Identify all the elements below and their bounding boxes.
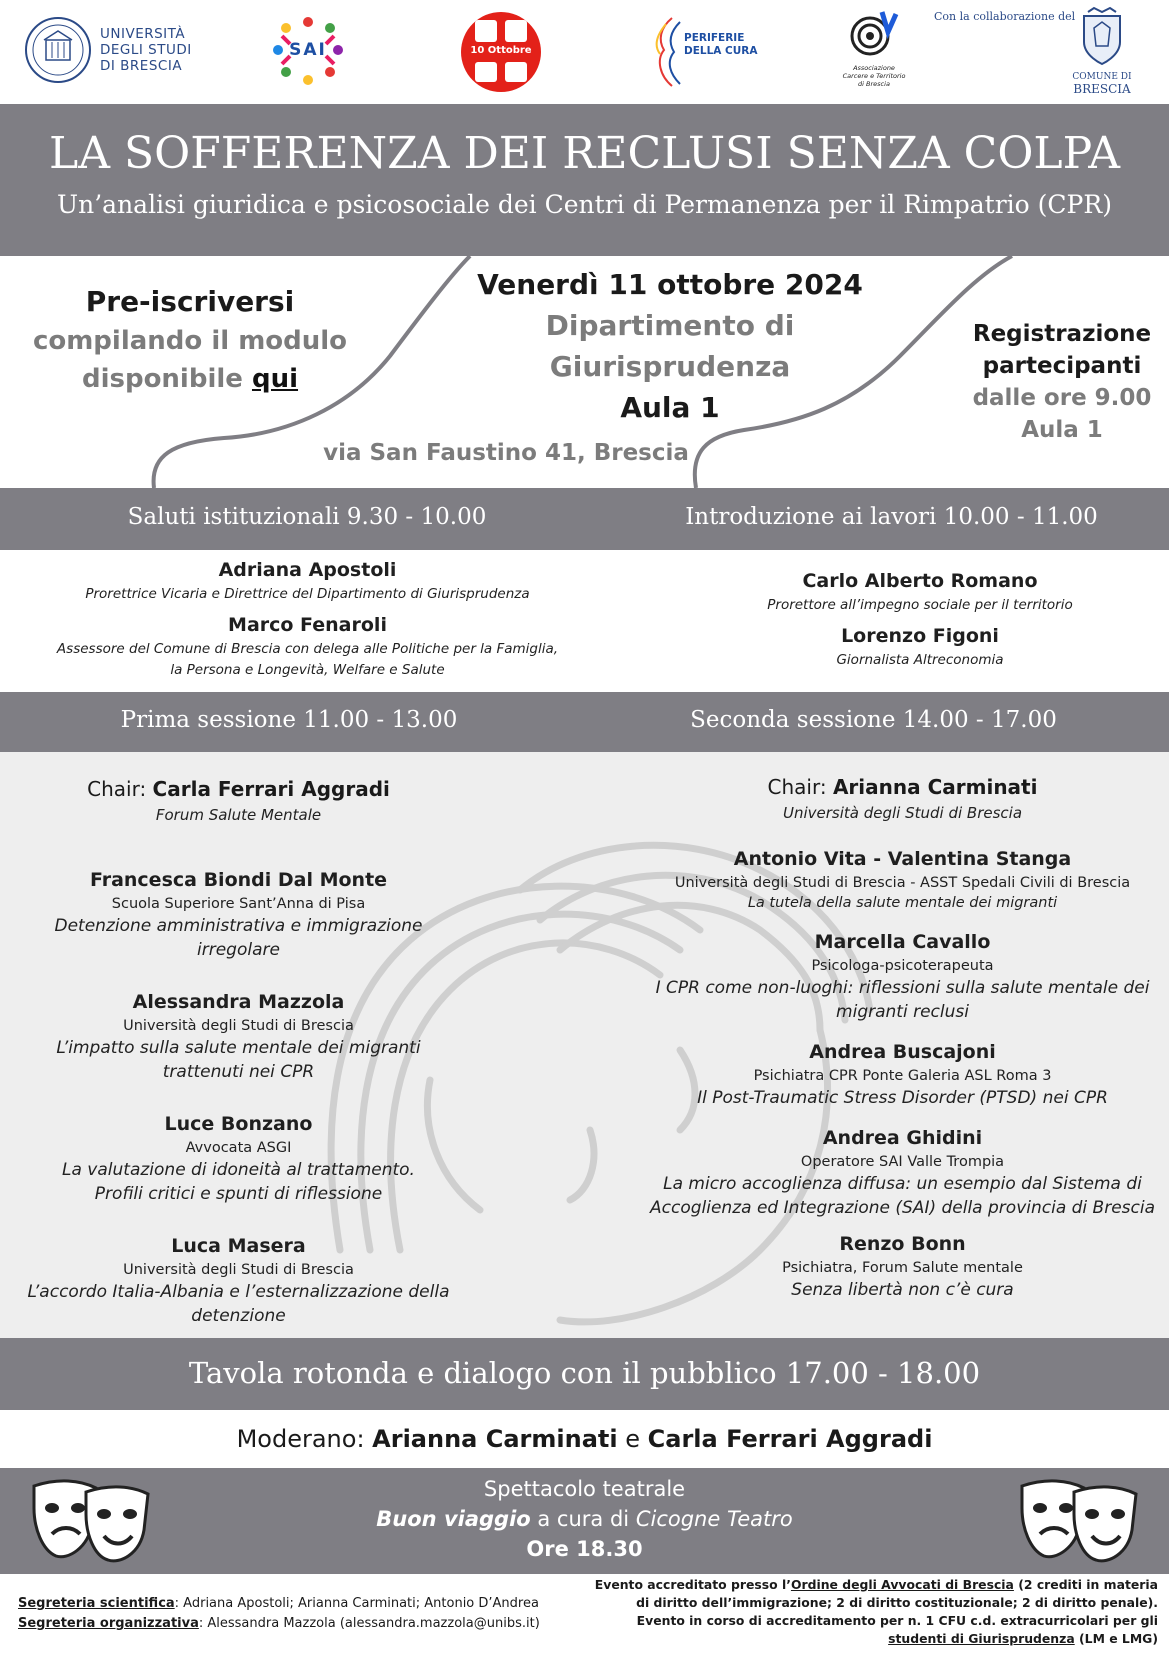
seconda-heading: Seconda sessione 14.00 - 17.00 [690, 707, 1057, 733]
carcere-line1: Associazione [853, 64, 895, 72]
speaker-affiliation: Università degli Studi di Brescia - ASST Spedali Civili di Brescia [674, 875, 1131, 891]
speaker-talk: I CPR come non-luoghi: riflessioni sulla salute mentale dei [655, 978, 1150, 998]
prima-chair-label: Chair: [87, 777, 147, 801]
speaker-affiliation: Operatore SAI Valle Trompia [800, 1154, 1005, 1170]
prima-speaker [20, 1232, 457, 1328]
carcere-line2: Carcere e Territorio [842, 72, 906, 80]
event-dept-line2: Giurisprudenza [549, 350, 791, 383]
saluti-p1-name: Adriana Apostoli [218, 559, 397, 581]
comune-line1: COMUNE DI [1072, 72, 1132, 82]
intro-speakers [660, 567, 1169, 670]
sai-text: SAI [289, 40, 327, 60]
seconda-chair-label: Chair: [767, 775, 827, 799]
speaker-affiliation: Psicologa-psicoterapeuta [811, 958, 994, 974]
saluti-heading: Saluti istituzionali 9.30 - 10.00 [127, 504, 487, 530]
preiscr-link[interactable]: qui [251, 364, 299, 394]
reg-line4: Aula 1 [1021, 417, 1103, 443]
speaker-name: Luca Masera [171, 1235, 306, 1257]
page-title: LA SOFFERENZA DEI RECLUSI SENZA COLPA [49, 128, 1120, 179]
speaker-name: Marcella Cavallo [814, 931, 991, 953]
seconda-session [650, 772, 1155, 1302]
footer-accreditamento [560, 1576, 1158, 1648]
acc-line4b: (LM e LMG) [1074, 1631, 1158, 1646]
dieci-ottobre-text: 10 Ottobre [470, 45, 532, 56]
event-dept-line1: Dipartimento di [545, 309, 795, 342]
unibs-seal-icon [24, 16, 92, 84]
event-aula: Aula 1 [620, 391, 720, 424]
speaker-affiliation: Avvocata ASGI [185, 1140, 292, 1156]
moderano-and: e [625, 1425, 640, 1453]
speaker-name: Andrea Ghidini [822, 1127, 983, 1149]
prima-chair-aff: Forum Salute Mentale [155, 806, 322, 824]
speaker-talk-line2: detenzione [191, 1306, 286, 1326]
intro-heading: Introduzione ai lavori 10.00 - 11.00 [685, 504, 1098, 530]
sci-names: : Adriana Apostoli; Arianna Carminati; Antonio D’Andrea [174, 1596, 539, 1611]
org-names: : Alessandra Mazzola (alessandra.mazzola@unibs.it) [198, 1616, 540, 1631]
prima-heading: Prima sessione 11.00 - 13.00 [120, 707, 458, 733]
theater-masks-icon [1016, 1478, 1142, 1564]
page-subtitle: Un’analisi giuridica e psicosociale dei Centri di Permanenza per il Rimpatrio (CPR) [57, 190, 1112, 219]
speaker-name: Francesca Biondi Dal Monte [89, 869, 388, 891]
acc-studenti-link[interactable]: studenti di Giurisprudenza [888, 1631, 1075, 1646]
unibs-logo[interactable] [24, 16, 204, 86]
seconda-speaker [650, 1124, 1155, 1220]
acc-line1a: Evento accreditato presso l’ [594, 1577, 791, 1592]
speaker-talk-line2: Accoglienza ed Integrazione (SAI) della provincia di Brescia [650, 1198, 1156, 1218]
teatro-block [200, 1474, 969, 1564]
carcere-logo[interactable] [834, 8, 914, 94]
seconda-speaker [650, 845, 1155, 914]
unibs-line3: DI BRESCIA [100, 58, 183, 74]
moderano-label: Moderano: [236, 1425, 365, 1453]
prima-speaker [20, 866, 457, 962]
intro-p1-role: Prorettore all’impegno sociale per il territorio [767, 597, 1073, 613]
event-date: Venerdì 11 ottobre 2024 [477, 268, 863, 301]
reg-line3: dalle ore 9.00 [972, 385, 1152, 411]
saluti-p2-name: Marco Fenaroli [228, 614, 387, 636]
periferie-line1: PERIFERIE [684, 32, 745, 44]
intro-p1-name: Carlo Alberto Romano [802, 570, 1038, 592]
teatro-company: Cicogne Teatro [635, 1507, 793, 1531]
teatro-line1: Spettacolo teatrale [483, 1477, 686, 1501]
saluti-speakers [20, 556, 595, 681]
saluti-p2-role-line2: la Persona e Longevità, Welfare e Salute [170, 662, 445, 678]
collab-label: Con la collaborazione del [934, 10, 1076, 23]
speaker-talk: La micro accoglienza diffusa: un esempio dal Sistema di [663, 1174, 1142, 1194]
preiscrizione-block [20, 282, 360, 398]
preiscr-line3: disponibile [81, 364, 243, 394]
speaker-affiliation: Psichiatra CPR Ponte Galeria ASL Roma 3 [753, 1068, 1052, 1084]
speaker-affiliation: Università degli Studi di Brescia [123, 1018, 354, 1034]
saluti-p2-role-line1: Assessore del Comune di Brescia con delega alle Politiche per la Famiglia, [56, 641, 559, 657]
acc-line1c: (2 crediti in materia [1013, 1577, 1158, 1592]
speaker-affiliation: Scuola Superiore Sant’Anna di Pisa [111, 896, 366, 912]
acc-ordine-link[interactable]: Ordine degli Avvocati di Brescia [790, 1577, 1014, 1592]
theater-masks-icon [28, 1478, 154, 1564]
speaker-talk-line2: trattenuti nei CPR [162, 1062, 315, 1082]
acc-line2: di diritto dell’immigrazione; 2 di diritto costituzionale; 2 di diritto penale). [636, 1595, 1158, 1610]
teatro-show: Buon viaggio [376, 1507, 531, 1531]
seconda-speaker [650, 1230, 1155, 1302]
speaker-talk: Detenzione amministrativa e immigrazione irregolare [54, 916, 423, 960]
carcere-line3: di Brescia [858, 80, 890, 88]
seconda-speaker [650, 1038, 1155, 1110]
spiral-icon [848, 8, 900, 60]
prima-speaker [20, 988, 457, 1084]
saluti-p1-role: Prorettrice Vicaria e Direttrice del Dipartimento di Giurisprudenza [85, 586, 530, 602]
intro-p2-name: Lorenzo Figoni [841, 625, 999, 647]
footer-segreteria [18, 1594, 578, 1634]
speaker-talk-line2: migranti reclusi [836, 1002, 969, 1022]
sci-label: Segreteria scientifica [18, 1596, 175, 1611]
dieci-ottobre-logo[interactable] [461, 12, 541, 92]
tavola-heading: Tavola rotonda e dialogo con il pubblico 17.00 - 18.00 [188, 1356, 981, 1390]
moderano-line [0, 1424, 1169, 1454]
teatro-time: Ore 18.30 [526, 1537, 643, 1561]
registration-block [950, 318, 1169, 446]
unibs-line1: UNIVERSITÀ [100, 26, 186, 42]
unibs-line2: DEGLI STUDI [100, 42, 192, 58]
logo-strip [0, 0, 1169, 104]
speaker-name: Andrea Buscajoni [809, 1041, 996, 1063]
speaker-talk: La tutela della salute mentale dei migranti [747, 895, 1058, 911]
speaker-affiliation: Psichiatra, Forum Salute mentale [782, 1260, 1023, 1276]
seconda-speaker [650, 928, 1155, 1024]
event-details [440, 265, 900, 428]
speaker-talk: Senza libertà non c’è cura [791, 1280, 1014, 1300]
event-address: via San Faustino 41, Brescia [323, 440, 689, 466]
reg-line1: Registrazione [972, 321, 1152, 347]
speaker-talk-line2: Profili critici e spunti di riflessione [94, 1184, 383, 1204]
speaker-name: Luce Bonzano [164, 1113, 313, 1135]
periferie-logo[interactable] [650, 14, 760, 90]
acc-line3: Evento in corso di accreditamento per n. 1 CFU c.d. extracurricolari per gli [636, 1613, 1158, 1628]
speaker-name: Renzo Bonn [839, 1233, 966, 1255]
periferie-line2: DELLA CURA [684, 45, 758, 57]
moderator-1: Arianna Carminati [372, 1425, 618, 1453]
prima-session [20, 774, 457, 1328]
speaker-name: Alessandra Mazzola [132, 991, 345, 1013]
sai-logo[interactable] [270, 14, 346, 86]
reg-line2: partecipanti [982, 353, 1142, 379]
speaker-talk: L’accordo Italia-Albania e l’esternalizzazione della [27, 1282, 450, 1302]
moderator-2: Carla Ferrari Aggradi [647, 1425, 933, 1453]
org-label: Segreteria organizzativa [18, 1616, 199, 1631]
preiscr-title: Pre-iscriversi [85, 285, 295, 318]
teatro-cura: a cura di [537, 1507, 630, 1531]
preiscr-line2: compilando il modulo [32, 326, 348, 356]
comune-logo[interactable] [1070, 6, 1134, 98]
comune-crest-icon [1078, 6, 1126, 68]
comune-line2: BRESCIA [1073, 82, 1131, 96]
seconda-chair-name: Arianna Carminati [832, 775, 1038, 799]
speaker-talk: L’impatto sulla salute mentale dei migranti [56, 1038, 421, 1058]
intro-p2-role: Giornalista Altreconomia [836, 652, 1004, 668]
title-band [0, 104, 1169, 256]
prima-chair-name: Carla Ferrari Aggradi [152, 777, 390, 801]
prima-speaker [20, 1110, 457, 1206]
seconda-chair-aff: Università degli Studi di Brescia [782, 804, 1023, 822]
speaker-talk: La valutazione di idoneità al trattamento. [62, 1160, 415, 1180]
speaker-talk: Il Post-Traumatic Stress Disorder (PTSD) nei CPR [697, 1088, 1108, 1108]
speaker-affiliation: Università degli Studi di Brescia [123, 1262, 354, 1278]
speaker-name: Antonio Vita - Valentina Stanga [733, 848, 1072, 870]
